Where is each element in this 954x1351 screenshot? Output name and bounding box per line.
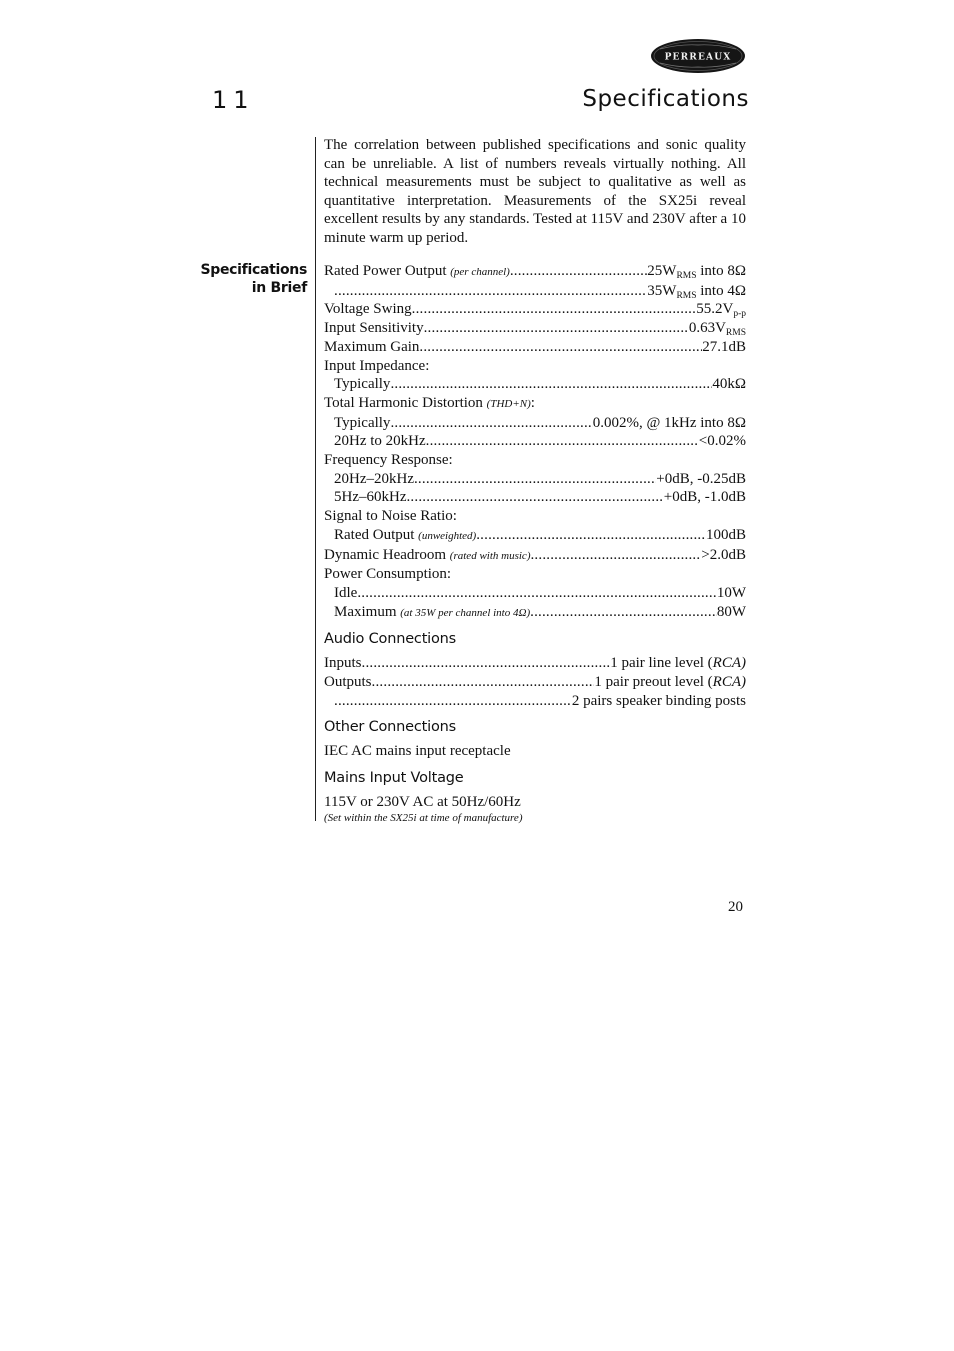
- spec-input-impedance: Typically ..... 40kΩ: [324, 375, 746, 394]
- audio-inputs: Inputs ..... 1 pair line level (RCA): [324, 654, 746, 673]
- spec-thd-typical: Typically ..... 0.002%, @ 1kHz into 8Ω: [324, 414, 746, 433]
- spec-voltage-swing: Voltage Swing ..... $55.2V_{p-p}$: [324, 300, 746, 319]
- page-number: 20: [728, 899, 743, 915]
- spec-thd-heading: Total Harmonic Distortion (THD+N):: [324, 394, 535, 411]
- mains-voltage-note: (Set within the SX25i at time of manufacture): [324, 811, 523, 824]
- spec-power-idle: Idle ..... 10W: [324, 584, 746, 603]
- spec-rated-power: Rated Power Output (per channel) ..... $25W_{RMS}$ into 8Ω: [324, 262, 746, 282]
- spec-max-gain: Maximum Gain ..... 27.1dB: [324, 338, 746, 357]
- spec-input-sensitivity: Input Sensitivity ..... $0.63V_{RMS}$: [324, 319, 746, 338]
- spec-thd-range: 20Hz to 20kHz ..... <0.02%: [324, 432, 746, 451]
- logo-text: PERREAUX: [664, 52, 732, 63]
- spec-rated-power-4ohm: ..... $35W_{RMS}$ into 4Ω: [324, 282, 746, 301]
- chapter-number: 11: [212, 86, 255, 114]
- audio-outputs: Outputs ..... 1 pair preout level (RCA): [324, 673, 746, 692]
- side-heading: Specifications in Brief: [200, 262, 307, 296]
- spec-input-impedance-heading: Input Impedance:: [324, 357, 430, 374]
- content-column: [324, 136, 746, 825]
- spec-power-consumption-heading: Power Consumption:: [324, 566, 452, 583]
- chapter-title: Specifications: [582, 86, 749, 112]
- other-connections-text: IEC AC mains input receptacle: [324, 743, 511, 760]
- perreaux-logo: [650, 38, 746, 74]
- spec-power-max: Maximum (at 35W per channel into 4Ω) ..... 80W: [324, 603, 746, 623]
- audio-connections-title: Audio Connections: [324, 631, 457, 648]
- mains-voltage-text: 115V or 230V AC at 50Hz/60Hz: [324, 794, 521, 811]
- spec-freq-response-heading: Frequency Response:: [324, 452, 453, 469]
- spec-freq-response-2: 5Hz–60kHz ..... +0dB, -1.0dB: [324, 488, 746, 507]
- spec-snr: Rated Output (unweighted) ..... 100dB: [324, 526, 746, 546]
- vertical-rule: [315, 137, 316, 821]
- mains-voltage-title: Mains Input Voltage: [324, 770, 464, 787]
- spec-freq-response-1: 20Hz–20kHz ..... +0dB, -0.25dB: [324, 470, 746, 489]
- spec-dynamic-headroom: Dynamic Headroom (rated with music) ..... >2.0dB: [324, 546, 746, 566]
- audio-connections-list: [324, 654, 746, 710]
- spec-snr-heading: Signal to Noise Ratio:: [324, 508, 457, 525]
- intro-paragraph: The correlation between published specifications and sonic quality can be unreliable. A list of numbers reveals virtually nothing. All technical measurements must be subject to qualitative as well as quantitative interpretation. Measurements of the SX25i reveal excellent results by any standards. Tested at 115V and 230V after a 10 minute warm up period.: [324, 137, 746, 246]
- audio-speaker-posts: ..... 2 pairs speaker binding posts: [324, 692, 746, 711]
- other-connections-title: Other Connections: [324, 719, 456, 736]
- spec-list: [324, 262, 746, 622]
